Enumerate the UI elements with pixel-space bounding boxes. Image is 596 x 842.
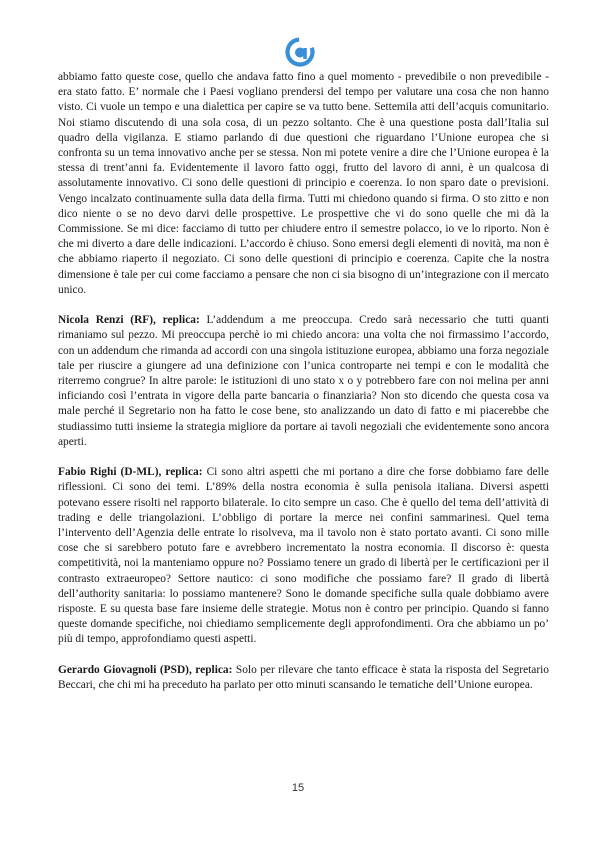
a-logo-icon: [284, 36, 316, 68]
paragraph-text: Ci sono altri aspetti che mi portano a dire che forse dobbiamo fare delle riflessioni. Ci sono dei temi. L’89% della nostra economia è sulla penisola italiana. Diversi aspetti potevano essere risolti nel rapporto bilaterale. Io cito sempre un caso. Che è quello del tema dell’attività di trading e delle triangolazioni. L’obbligo di portare la merce nei confini sammarinesi. Quel tema l’intervento dell’Agenzia delle entrate lo risolveva, ma il tavolo non è stato portato avanti. Ci sono mille cose che si sarebbero potuto fare e avrebbero incrementato la nostra economia. Il discorso è: questa competitività, noi la manteniamo oppure no? Possiamo tenere un grado di libertà per le certificazioni per il contrasto extraeuropeo? Settore nautico: ci sono modifiche che possiamo fare? Il grado di libertà dell’authority sanitaria: lo possiamo mantenere? Sono le domande specifiche sulla quale dobbiamo avere risposte. E su questa base fare insieme delle strategie. Motus non è contro per principio. Quando si fanno queste domande specifiche, noi chiediamo semplicemente degli approfondimenti. Ora che abbiamo un po’ più di tempo, approfondiamo questi aspetti.: [58, 466, 549, 646]
paragraph-text: L’addendum a me preoccupa. Credo sarà necessario che tutti quanti rimaniamo sul pezzo. Mi preoccupa perchè io mi chiedo ancora: una volta che noi firmassimo l’accordo, con un addendum che rimanda ad accordi con una singola istituzione europea, abbiamo una forza negoziale tale per riuscire a giungere ad una definizione con l’unica controparte nei tempi e con le modalità che riterremo congrue? In altre parole: le istituzioni di uno stato x o y potrebbero fare con noi melina per anni inficiando così l’entrata in vigore della parte bancaria o finanziaria? Non sto dicendo che questa cosa va male perché il Segretario non ha fatto le cose bene, sto analizzando un dato di fatto e mi piacerebbe che studiassimo tutti insieme la strategia migliore da portare ai tavoli negoziali che evidentemente sono ancora aperti.: [58, 314, 549, 448]
speaker-name: Gerardo Giovagnoli (PSD), replica:: [58, 663, 233, 676]
paragraph-intro: [58, 70, 549, 298]
speaker-name: Nicola Renzi (RF), replica:: [58, 314, 200, 327]
paragraph-righi: [58, 465, 549, 647]
page-number: 15: [291, 782, 305, 794]
paragraph-text: abbiamo fatto queste cose, quello che andava fatto fino a quel momento - prevedibile o non prevedibile - era stato fatto. E’ normale che i Paesi vogliano prendersi del tempo per valutare una cosa che non hanno visto. Ci vuole un tempo e una dialettica per capire se va tutto bene. Settemila atti dell’acquis comunitario. Noi stiamo discutendo di una sola cosa, di un pezzo soltanto. Che è una questione posta dall’Italia sul quadro della vigilanza. E stiamo parlando di due questioni che riguardano l’Unione europea che si confronta su un tema innovativo anche per se stessa. Non mi potete venire a dire che l’Unione europea è la stessa di trent’anni fa. Evidentemente il lavoro fatto oggi, frutto del lavoro di anni, è un qualcosa di assolutamente innovativo. Ci sono delle questioni di principio e coerenza. Io non sparo date o previsioni. Vengo incalzato continuamente sulla data della firma. Tutti mi chiedono quando si firma. O sto zitto e non dico niente o se no devo darvi delle prospettive. Le prospettive che vi do sono quelle che mi dà la Commissione. Se mi dice: facciamo di tutto per chiudere entro il semestre polacco, io ve lo riporto. Non è che mi diverto a dare delle indicazioni. L’accordo è chiuso. Sono emersi degli elementi di novità, ma non è che abbiamo riaperto il negoziato. Ci sono delle questioni di principio e coerenza. Capite che la nostra dimensione è tale per cui come facciamo a pensare che non ci sia bisogno di un’integrazione con il mercato unico.: [58, 71, 549, 296]
paragraph-renzi: [58, 313, 549, 450]
document-body: [58, 70, 549, 708]
paragraph-giovagnoli: [58, 663, 549, 693]
speaker-name: Fabio Righi (D-ML), replica:: [58, 466, 203, 479]
paragraph-text: Solo per rilevare che tanto efficace è stata la risposta del Segretario Beccari, che chi mi ha preceduto ha parlato per otto minuti scansando le tematiche dell’Unione europea.: [58, 663, 549, 692]
